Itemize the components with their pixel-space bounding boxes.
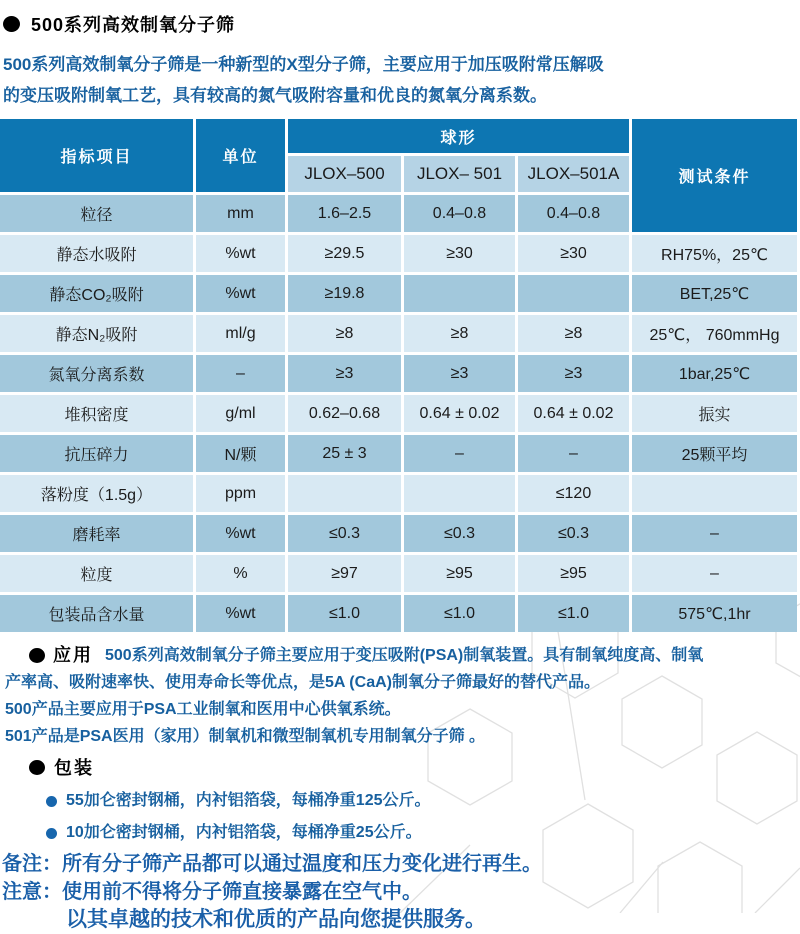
intro-line-2: 的变压吸附制氧工艺，具有较高的氮气吸附容量和优良的氮氧分离系数。 (3, 86, 547, 105)
header-model-jlox500: JLOX–500 (288, 156, 401, 192)
cell-name-row3: 静态N₂吸附 (0, 315, 193, 352)
caution-text: 使用前不得将分子筛直接暴露在空气中。 (62, 881, 422, 903)
blue-dot-icon (46, 828, 57, 839)
cell-v501-row3: ≥8 (404, 315, 515, 352)
cell-unit-row6: N/颗 (196, 435, 285, 472)
header-index-item: 指标项目 (0, 119, 193, 192)
cell-v500-row5: 0.62–0.68 (288, 395, 401, 432)
cell-name-row10: 包装品含水量 (0, 595, 193, 632)
remark-text: 所有分子筛产品都可以通过温度和压力变化进行再生。 (62, 853, 542, 875)
remark-label: 备注： (2, 853, 62, 875)
cell-v501-row0: 0.4–0.8 (404, 195, 515, 232)
cell-cond-row7 (632, 475, 797, 512)
caution-label: 注意： (2, 881, 62, 903)
packaging-section (5, 754, 800, 844)
packaging-item-text: 55加仑密封钢桶，内衬铝箔袋，每桶净重125公斤。 (66, 792, 431, 809)
cell-v501-row1: ≥30 (404, 235, 515, 272)
cell-unit-row7: ppm (196, 475, 285, 512)
header-shape: 球形 (288, 119, 629, 153)
application-line-2: 产率高、吸附速率快、使用寿命长等优点，是5A (CaA)制氧分子筛最好的替代产品。 (5, 674, 600, 691)
cell-name-row4: 氮氧分离系数 (0, 355, 193, 392)
cell-v501a-row7: ≤120 (518, 475, 629, 512)
packaging-heading: 包装 (54, 758, 94, 778)
cell-unit-row3: ml/g (196, 315, 285, 352)
cell-cond-row9: – (632, 555, 797, 592)
cell-v501-row5: 0.64 ± 0.02 (404, 395, 515, 432)
blue-dot-icon (46, 796, 57, 807)
cell-v501-row10: ≤1.0 (404, 595, 515, 632)
header-model-jlox501a: JLOX–501A (518, 156, 629, 192)
cell-cond-row8: – (632, 515, 797, 552)
application-heading: 应用 (53, 645, 93, 665)
cell-v500-row2: ≥19.8 (288, 275, 401, 312)
cell-name-row2: 静态CO₂吸附 (0, 275, 193, 312)
cell-name-row9: 粒度 (0, 555, 193, 592)
packaging-item (46, 822, 800, 844)
cell-v501-row9: ≥95 (404, 555, 515, 592)
cell-v501a-row9: ≥95 (518, 555, 629, 592)
cell-unit-row4: – (196, 355, 285, 392)
cell-v501a-row4: ≥3 (518, 355, 629, 392)
cell-v501a-row8: ≤0.3 (518, 515, 629, 552)
header-unit: 单位 (196, 119, 285, 192)
cell-v501a-row0: 0.4–0.8 (518, 195, 629, 232)
packaging-item (46, 790, 800, 812)
cell-v501a-row2 (518, 275, 629, 312)
packaging-bullet-icon (29, 760, 45, 775)
closing-line: 以其卓越的技术和优质的产品向您提供服务。 (66, 908, 486, 931)
cell-v500-row0: 1.6–2.5 (288, 195, 401, 232)
cell-unit-row2: %wt (196, 275, 285, 312)
cell-unit-row0: mm (196, 195, 285, 232)
cell-name-row5: 堆积密度 (0, 395, 193, 432)
cell-cond-row10: 575℃,1hr (632, 595, 797, 632)
cell-v500-row3: ≥8 (288, 315, 401, 352)
application-section (5, 642, 800, 750)
cell-v501-row4: ≥3 (404, 355, 515, 392)
title-bullet-icon (3, 16, 20, 32)
cell-v500-row6: 25 ± 3 (288, 435, 401, 472)
cell-v501-row2 (404, 275, 515, 312)
cell-v500-row9: ≥97 (288, 555, 401, 592)
caution-line (2, 878, 800, 906)
header-model-jlox501: JLOX– 501 (404, 156, 515, 192)
cell-v501a-row1: ≥30 (518, 235, 629, 272)
application-line-1: 500系列高效制氧分子筛主要应用于变压吸附(PSA)制氧装置。具有制氧纯度高、制氧 (105, 647, 704, 664)
cell-cond-row1: RH75%，25℃ (632, 235, 797, 272)
cell-unit-row10: %wt (196, 595, 285, 632)
cell-v500-row8: ≤0.3 (288, 515, 401, 552)
notes-section (2, 850, 800, 934)
spec-table (0, 119, 797, 632)
cell-v501-row6: – (404, 435, 515, 472)
packaging-item-text: 10加仑密封钢桶，内衬铝箔袋，每桶净重25公斤。 (66, 824, 422, 841)
cell-unit-row5: g/ml (196, 395, 285, 432)
cell-cond-row2: BET,25℃ (632, 275, 797, 312)
cell-name-row7: 落粉度（1.5g） (0, 475, 193, 512)
cell-unit-row8: %wt (196, 515, 285, 552)
cell-name-row0: 粒径 (0, 195, 193, 232)
cell-name-row1: 静态水吸附 (0, 235, 193, 272)
cell-cond-row4: 1bar,25℃ (632, 355, 797, 392)
intro-paragraph (3, 49, 800, 111)
remark-line (2, 850, 800, 878)
cell-v501-row7 (404, 475, 515, 512)
cell-unit-row9: % (196, 555, 285, 592)
cell-name-row6: 抗压碎力 (0, 435, 193, 472)
cell-v501a-row3: ≥8 (518, 315, 629, 352)
cell-cond-row3: 25℃， 760mmHg (632, 315, 797, 352)
cell-cond-row5: 振实 (632, 395, 797, 432)
page-title: 500系列高效制氧分子筛 (31, 15, 236, 35)
application-line-3: 500产品主要应用于PSA工业制氧和医用中心供氧系统。 (5, 701, 401, 718)
cell-v500-row7 (288, 475, 401, 512)
header-test-condition: 测试条件 (632, 119, 797, 232)
cell-name-row8: 磨耗率 (0, 515, 193, 552)
application-line-4: 501产品是PSA医用（家用）制氧机和微型制氧机专用制氧分子筛 。 (5, 728, 486, 745)
application-bullet-icon (29, 648, 45, 663)
cell-v500-row4: ≥3 (288, 355, 401, 392)
cell-v501a-row6: – (518, 435, 629, 472)
cell-v501a-row10: ≤1.0 (518, 595, 629, 632)
cell-v500-row1: ≥29.5 (288, 235, 401, 272)
cell-v501a-row5: 0.64 ± 0.02 (518, 395, 629, 432)
page-title-row (0, 0, 800, 37)
cell-v500-row10: ≤1.0 (288, 595, 401, 632)
cell-cond-row6: 25颗平均 (632, 435, 797, 472)
cell-unit-row1: %wt (196, 235, 285, 272)
intro-line-1: 500系列高效制氧分子筛是一种新型的X型分子筛，主要应用于加压吸附常压解吸 (3, 55, 604, 74)
cell-v501-row8: ≤0.3 (404, 515, 515, 552)
